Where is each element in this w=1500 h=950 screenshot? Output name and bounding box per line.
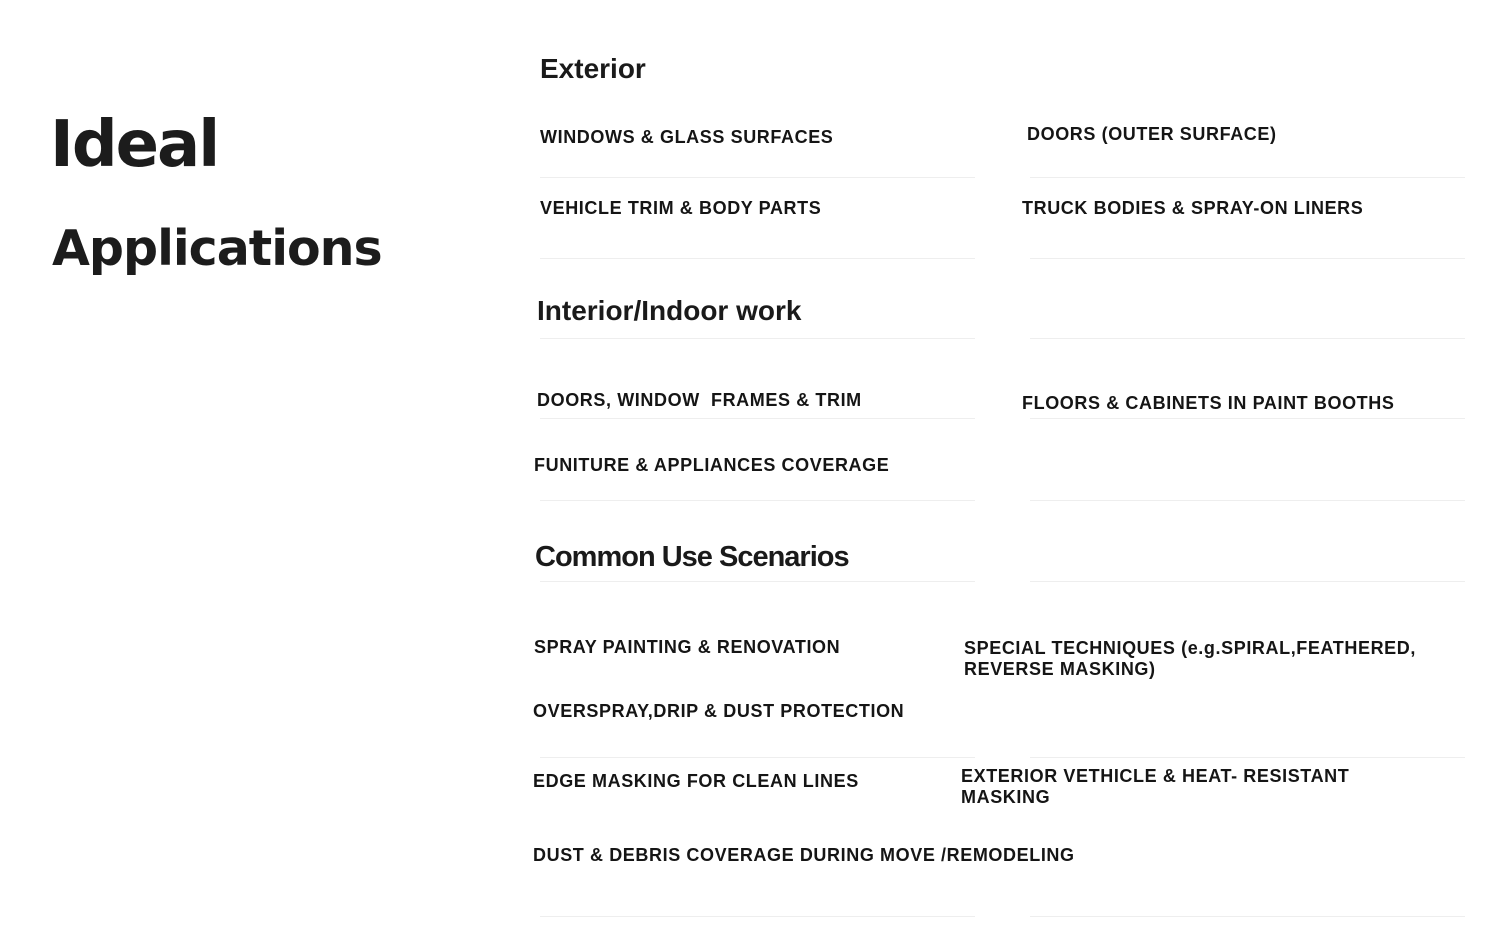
list-item: SPECIAL TECHNIQUES (e.g.SPIRAL,FEATHERED,: [964, 638, 1416, 658]
divider: [540, 418, 975, 419]
page-title-line-1: Ideal: [50, 108, 219, 182]
section-heading-common: Common Use Scenarios: [535, 541, 849, 573]
list-item: REVERSE MASKING): [964, 659, 1156, 679]
divider: [540, 177, 975, 178]
divider: [1030, 581, 1465, 582]
list-item: DOORS, WINDOW FRAMES & TRIM: [537, 390, 862, 410]
list-item: VEHICLE TRIM & BODY PARTS: [540, 198, 822, 218]
divider: [540, 916, 975, 917]
list-item: EDGE MASKING FOR CLEAN LINES: [533, 771, 859, 791]
section-heading-interior: Interior/Indoor work: [537, 295, 802, 326]
list-item: FLOORS & CABINETS IN PAINT BOOTHS: [1022, 393, 1395, 413]
divider: [540, 581, 975, 582]
list-item: EXTERIOR VETHICLE & HEAT- RESISTANT: [961, 766, 1350, 786]
divider: [1030, 177, 1465, 178]
divider: [1030, 757, 1465, 758]
list-item: MASKING: [961, 787, 1051, 807]
list-item: TRUCK BODIES & SPRAY-ON LINERS: [1022, 198, 1364, 218]
list-item: OVERSPRAY,DRIP & DUST PROTECTION: [533, 701, 905, 721]
list-item: SPRAY PAINTING & RENOVATION: [534, 637, 841, 657]
divider: [540, 500, 975, 501]
divider: [1030, 916, 1465, 917]
list-item: FUNITURE & APPLIANCES COVERAGE: [534, 455, 890, 475]
page-title-line-2: Applications: [52, 220, 382, 277]
list-item: DUST & DEBRIS COVERAGE DURING MOVE /REMODELING: [533, 845, 1075, 865]
divider: [1030, 500, 1465, 501]
divider: [540, 258, 975, 259]
divider: [1030, 338, 1465, 339]
divider: [1030, 418, 1465, 419]
divider: [1030, 258, 1465, 259]
divider: [540, 757, 975, 758]
divider: [540, 338, 975, 339]
list-item: WINDOWS & GLASS SURFACES: [540, 127, 834, 147]
list-item: DOORS (OUTER SURFACE): [1027, 124, 1277, 144]
section-heading-exterior: Exterior: [540, 53, 646, 84]
